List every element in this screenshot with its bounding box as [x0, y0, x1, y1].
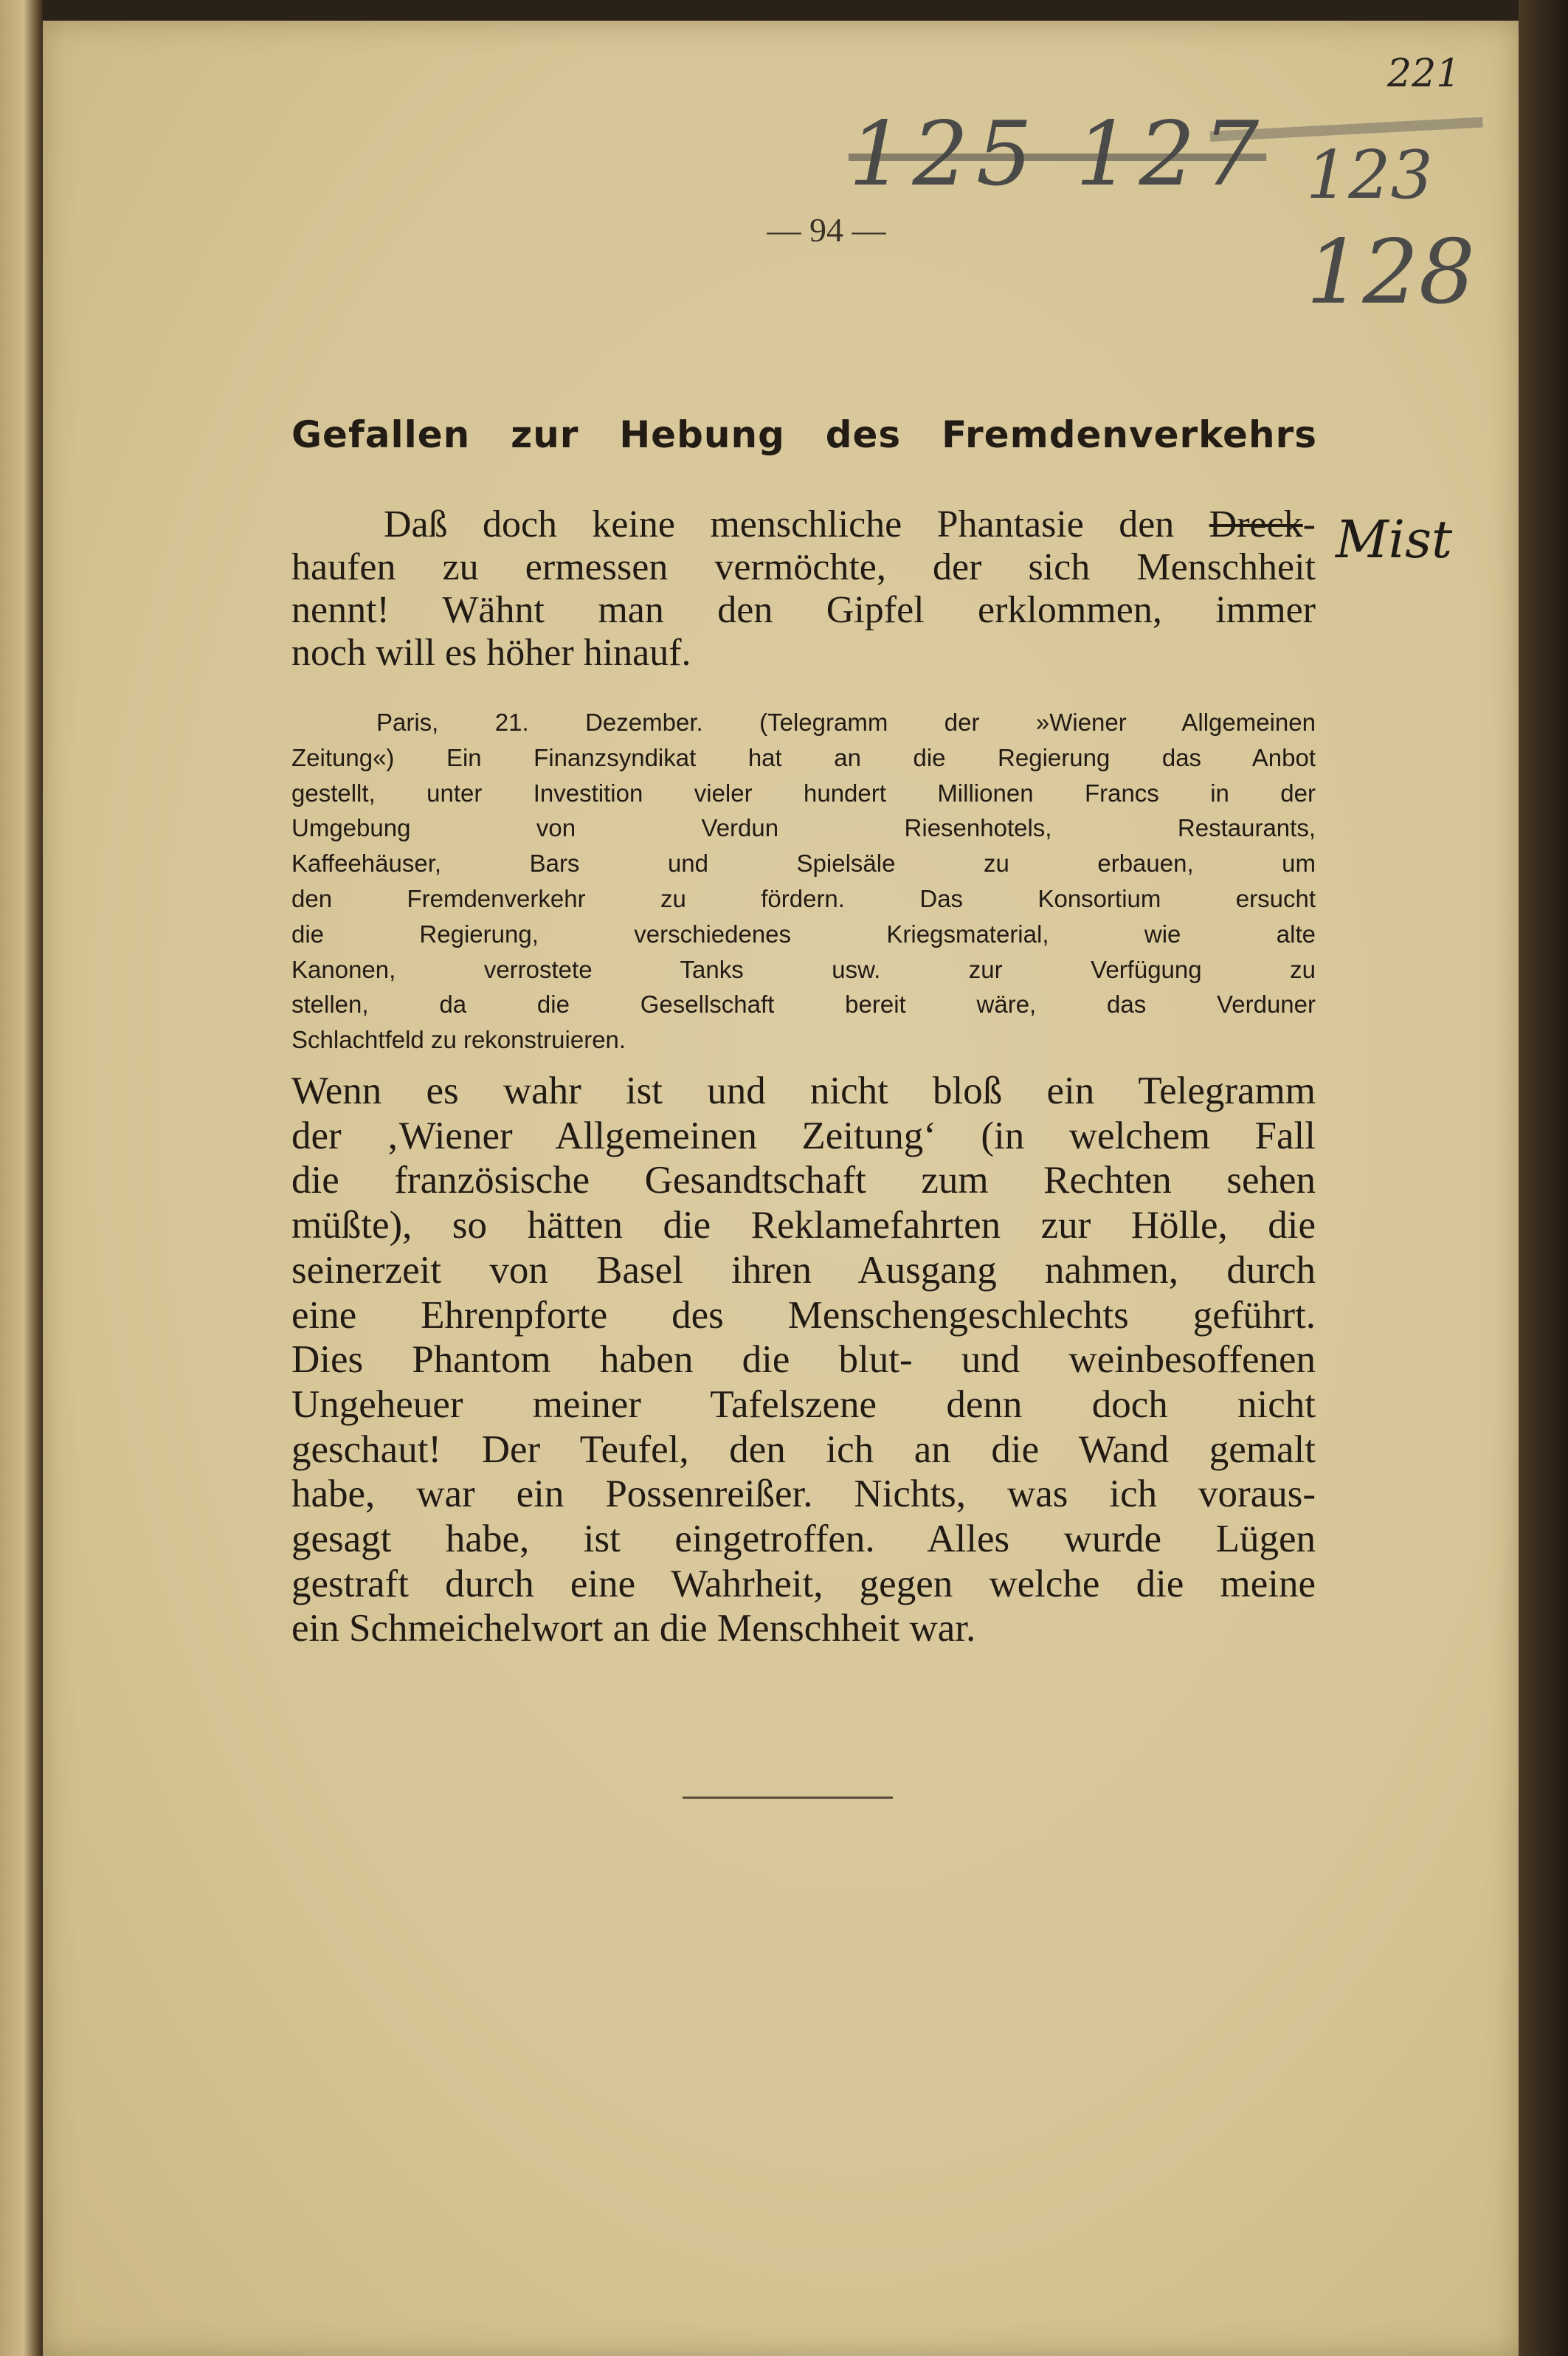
- quoted-telegram: [291, 705, 1316, 1058]
- adjacent-page-edge: [0, 0, 43, 2356]
- text-line: gestraft durch eine Wahrheit, gegen welche die meine: [291, 1562, 1316, 1605]
- text-line: haufen zu ermessen vermöchte, der sich Menschheit: [291, 546, 1316, 588]
- text-line: geschaut! Der Teufel, den ich an die Wand gemalt: [291, 1427, 1316, 1471]
- text-line: Kaffeehäuser, Bars und Spielsäle zu erbauen, um: [291, 850, 1316, 878]
- struck-word: Dreck: [1209, 503, 1303, 545]
- text-line: die französische Gesandtschaft zum Rechten sehen: [291, 1159, 1316, 1202]
- text-line: Wenn es wahr ist und nicht bloß ein Telegramm: [291, 1070, 1316, 1112]
- text-line: Zeitung«) Ein Finanzsyndikat hat an die Regierung das Anbot: [291, 743, 1316, 771]
- text-line: den Fremdenverkehr zu fördern. Das Konsortium ersucht: [291, 884, 1316, 912]
- text-line: Schlachtfeld zu rekonstruieren.: [291, 1026, 626, 1054]
- text-line: müßte), so hätten die Reklamefahrten zur Hölle, die: [291, 1204, 1316, 1247]
- paragraph-3: [291, 1069, 1316, 1651]
- section-heading: Gefallen zur Hebung des Fremdenverkehrs: [291, 413, 1317, 456]
- text-line: stellen, da die Gesellschaft bereit wäre, das Verduner: [291, 991, 1316, 1019]
- paragraph-1: [291, 503, 1316, 675]
- text-line: Ungeheuer meiner Tafelszene denn doch nicht: [291, 1382, 1316, 1426]
- text-line: nennt! Wähnt man den Gipfel erklommen, immer: [291, 589, 1316, 631]
- text-line: Dies Phantom haben die blut- und weinbesoffenen: [291, 1338, 1316, 1382]
- text-line: gesagt habe, ist eingetroffen. Alles wurde Lügen: [291, 1518, 1316, 1561]
- text-line: noch will es höher hinauf.: [291, 632, 691, 674]
- text-line: ein Schmeichelwort an die Menschheit war.: [291, 1607, 976, 1650]
- page-number: — 94 —: [767, 211, 886, 249]
- text-line: [291, 503, 1316, 546]
- struck-numbers: 125 127: [849, 103, 1267, 206]
- text-line: eine Ehrenpforte des Menschengeschlechts geführt.: [291, 1293, 1316, 1337]
- end-rule: [683, 1797, 893, 1799]
- text-line: habe, war ein Possenreißer. Nichts, was ich voraus-: [291, 1472, 1316, 1516]
- book-edge: [1519, 0, 1568, 2356]
- text-line: Kanonen, verrostete Tanks usw. zur Verfügung zu: [291, 955, 1316, 983]
- text-line: der ‚Wiener Allgemeinen Zeitung‘ (in welchem Fall: [291, 1114, 1316, 1157]
- text-fragment: Daß doch keine menschliche Phantasie den: [384, 503, 1209, 545]
- text-fragment: -: [1302, 503, 1316, 545]
- text-line: Umgebung von Verdun Riesenhotels, Restaurants,: [291, 814, 1316, 842]
- text-line: Paris, 21. Dezember. (Telegramm der »Wiener Allgemeinen: [376, 709, 1316, 736]
- pencil-number: 128: [1306, 221, 1476, 324]
- margin-correction: Mist: [1336, 509, 1453, 570]
- text-line: gestellt, unter Investition vieler hundert Millionen Francs in der: [291, 779, 1316, 807]
- pencil-number: 123: [1306, 137, 1433, 214]
- text-line: seinerzeit von Basel ihren Ausgang nahmen, durch: [291, 1248, 1316, 1292]
- folio-number: 221: [1387, 52, 1461, 96]
- text-line: die Regierung, verschiedenes Kriegsmaterial, wie alte: [291, 920, 1316, 948]
